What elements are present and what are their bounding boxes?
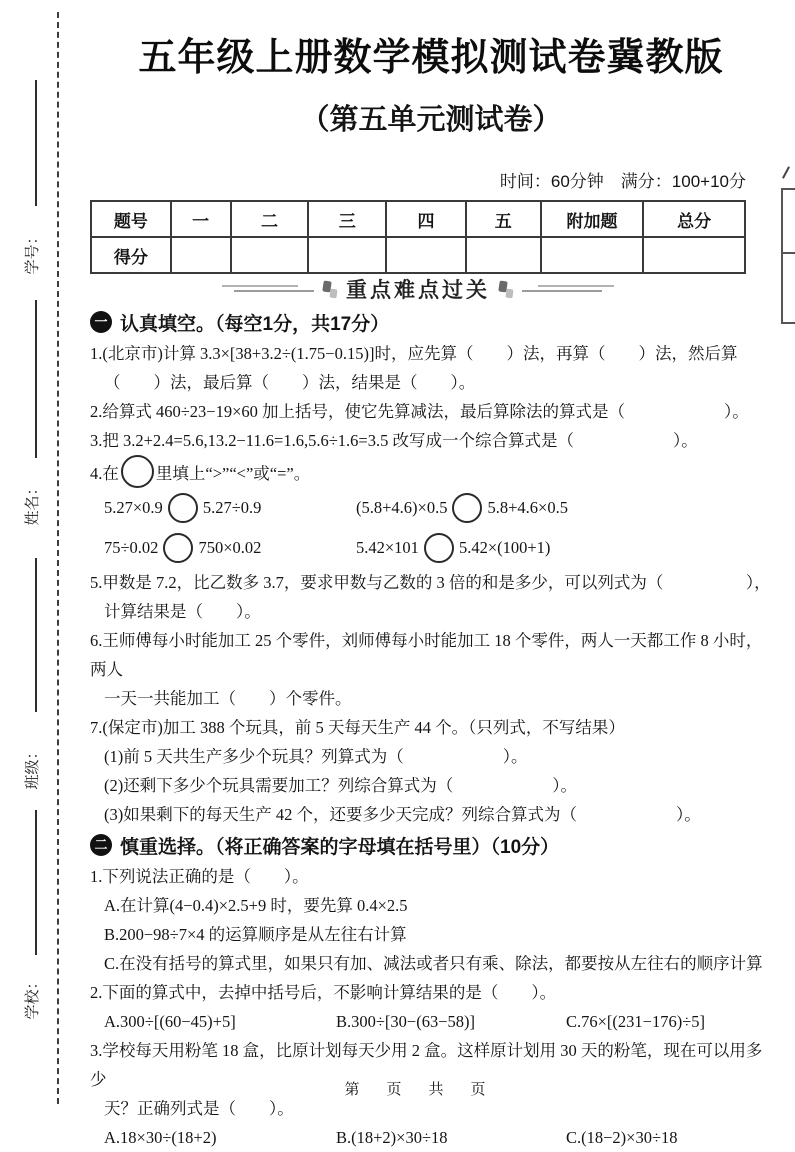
s2-q3-option-c: C.(18−2)×30÷18 [566,1128,678,1147]
s2-q2-option-c: C.76×[(231−176)÷5] [566,1012,706,1031]
s2-q2-options-row [90,1007,772,1036]
s1-q6-line1: 6.王师傅每小时能加工 25 个零件，刘师傅每小时能加工 18 个零件，两人一天都工作 8 小时，两人 [90,631,763,679]
comparison-circle-blank [168,493,198,523]
s2-q3-option-a: A.18×30÷(18+2) [104,1128,217,1147]
s2-q1-option-b: B.200−98÷7×4 的运算顺序是从左往右计算 [104,925,407,944]
score-header-cell: 四 [386,201,466,237]
comparison-circle-blank [163,533,193,563]
page-title: 五年级上册数学模拟测试卷冀教版 [138,37,724,79]
expression-right: 750×0.02 [198,538,262,557]
s2-q3-line2: 天？正确列式是（ ）。 [104,1099,294,1118]
comparison-circle-blank [121,455,154,488]
section2-heading [90,832,772,858]
page-footer: 第 页 共 页 [344,1082,492,1098]
score-cell-empty [231,237,309,273]
binding-fold-dashed-line [57,12,59,1104]
expression-right: 5.42×(100+1) [458,538,551,557]
s2-q2-option-b: B.300÷[30−(63−58)] [336,1012,476,1031]
comparison-circle-blank [452,493,482,523]
s1-q1-line2: （ ）法，最后算（ ）法，结果是（ ）。 [104,373,476,392]
s2-q2-option-a: A.300÷[(60−45)+5] [104,1012,236,1031]
s2-q3-option-b: B.(18+2)×30÷18 [336,1128,448,1147]
page-subtitle: （第五单元测试卷） [300,104,562,136]
section2-title: 慎重选择。（将正确答案的字母填在括号里）（10分） [120,836,560,858]
s1-q2: 2.给算式 460÷23−19×60 加上括号，使它先算减法，最后算除法的算式是（ ）。 [90,402,749,421]
score-cell-empty [466,237,541,273]
s1-q3: 3.把 3.2+2.4=5.6,13.2−11.6=1.6,5.6÷1.6=3.5 改写成一个综合算式是（ ）。 [90,431,698,450]
s2-q1-option-c: C.在没有括号的算式里，如果只有加、减法或者只有乘、除法，都要按从左往右的顺序计算 [104,954,763,973]
class-field-label: 班级： [24,744,41,790]
score-table-header-row [91,201,745,237]
score-cell-empty [386,237,466,273]
score-header-cell: 一 [171,201,231,237]
s1-q7-sub3: (3)如果剩下的每天生产 42 个，还要多少天完成？列综合算式为（ ）。 [104,805,701,824]
s2-q3-options-row [90,1123,772,1152]
score-header-cell: 总分 [643,201,745,237]
banner-text: 重点难点过关 [346,279,490,302]
banner-left-blot-icon [323,281,337,298]
class-blank-line [35,558,37,712]
expression-left: 75÷0.02 [104,538,159,557]
s1-q7-sub2: (2)还剩下多少个玩具需要加工？列综合算式为（ ）。 [104,776,577,795]
school-blank-line [35,810,37,955]
s1-q4-pair-row-2 [90,528,772,568]
banner [90,274,746,304]
page-edge-mark [782,166,790,178]
expression-left: (5.8+4.6)×0.5 [356,498,448,517]
s1-q7: 7.(保定市)加工 388 个玩具，前 5 天每天生产 44 个。（只列式，不写结果） [90,718,625,737]
s1-q4-pair-row-1 [90,488,772,528]
score-cell-empty [643,237,745,273]
score-cell-empty [171,237,231,273]
s1-q7-sub1: (1)前 5 天共生产多少个玩具？列算式为（ ）。 [104,747,528,766]
score-cell-empty [541,237,644,273]
comparison-pair [104,533,356,563]
comparison-circle-blank [424,533,454,563]
student-id-field-label: 学号： [24,229,41,275]
s1-q1-line1: 1.(北京市)计算 3.3×[38+3.2÷(1.75−0.15)]时，应先算（ ）法，再算（ ）法，然后算 [90,344,738,363]
banner-right-lines-decoration [522,284,614,294]
s2-q1-option-a: A.在计算(4−0.4)×2.5+9 时，要先算 0.4×2.5 [104,896,408,915]
s2-q3-line1: 3.学校每天用粉笔 18 盒，比原计划每天少用 2 盒。这样原计划用 30 天的粉笔，现在可以用多少 [90,1041,763,1089]
score-cell-empty [308,237,386,273]
score-header-cell: 题号 [91,201,171,237]
s1-q6-line2: 一天一共能加工（ ）个零件。 [104,689,352,708]
s1-q4-intro [90,455,772,488]
banner-right-blot-icon [499,281,513,298]
score-row-label: 得分 [91,237,171,273]
expression-left: 5.27×0.9 [104,498,163,517]
s2-q2: 2.下面的算式中，去掉中括号后，不影响计算结果的是（ ）。 [90,983,557,1002]
section1-title: 认真填空。（每空1分，共17分） [120,313,390,335]
expression-right: 5.27÷0.9 [202,498,262,517]
adjacent-page-table-edge [781,188,795,324]
student-id-blank-line [35,80,37,206]
s1-q5-line2: 计算结果是（ ）。 [104,602,261,621]
name-blank-line [35,300,37,458]
expression-right: 5.8+4.6×0.5 [487,498,568,517]
s1-q4-suffix: 里填上“>”“<”或“=”。 [155,463,311,483]
score-table [90,200,746,274]
banner-left-lines-decoration [222,284,314,294]
name-field-label: 姓名： [24,480,41,526]
section1-number-icon: 一 [90,311,112,333]
score-header-cell: 附加题 [541,201,644,237]
s1-q4-prefix: 4.在 [90,463,119,483]
time-and-score-info: 时间：60分钟 满分：100+10分 [499,172,746,191]
score-header-cell: 二 [231,201,309,237]
comparison-pair [356,493,568,523]
comparison-pair [356,533,550,563]
s1-q5-line1: 5.甲数是 7.2，比乙数多 3.7，要求甲数与乙数的 3 倍的和是多少，可以列式为（ ）， [90,573,771,592]
section2-number-icon: 二 [90,834,112,856]
expression-left: 5.42×101 [356,538,419,557]
score-header-cell: 三 [308,201,386,237]
school-field-label: 学校： [24,974,41,1020]
questions-body [90,309,772,1152]
score-table-score-row [91,237,745,273]
score-header-cell: 五 [466,201,541,237]
section1-heading [90,309,772,335]
comparison-pair [104,493,356,523]
s2-q1: 1.下列说法正确的是（ ）。 [90,867,309,886]
